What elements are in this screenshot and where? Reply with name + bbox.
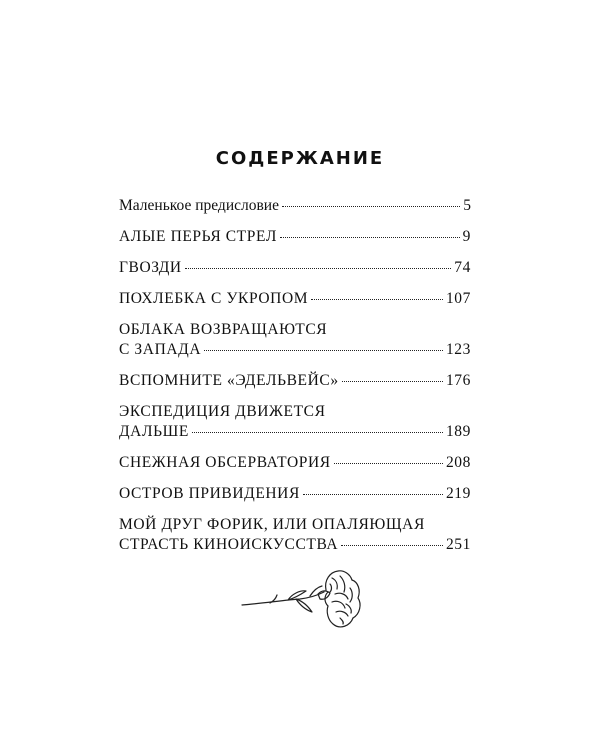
toc-entry-title: ПОХЛЕБКА С УКРОПОМ <box>119 290 309 307</box>
toc-entry-title: СТРАСТЬ КИНОИСКУССТВА <box>119 536 339 553</box>
toc-entry[interactable] <box>119 258 471 278</box>
toc-page-number: 9 <box>462 228 471 245</box>
toc-entry-title: ОСТРОВ ПРИВИДЕНИЯ <box>119 485 300 502</box>
toc-entry-line <box>119 371 471 391</box>
toc-entry[interactable] <box>119 320 471 360</box>
toc-page-number: 219 <box>445 485 471 502</box>
toc-entry[interactable] <box>119 453 471 473</box>
toc-entry-line <box>119 453 471 473</box>
toc-entry-title: СНЕЖНАЯ ОБСЕРВАТОРИЯ <box>119 454 331 471</box>
toc-entry-title: Маленькое предисловие <box>119 197 279 214</box>
toc-entry[interactable] <box>119 289 471 309</box>
toc-page-number: 176 <box>445 372 471 389</box>
dot-leader <box>192 431 443 433</box>
toc-entry-title: ВСПОМНИТЕ «ЭДЕЛЬВЕЙС» <box>119 372 339 389</box>
toc-entry-title: ОБЛАКА ВОЗВРАЩАЮТСЯ <box>119 321 328 338</box>
dot-leader <box>185 267 452 269</box>
toc-entry[interactable] <box>119 515 471 555</box>
toc-entry[interactable] <box>119 484 471 504</box>
toc-entry-line <box>119 484 471 504</box>
toc-entry-line <box>119 289 471 309</box>
toc-entry[interactable] <box>119 402 471 442</box>
carnation-flower-icon <box>240 568 365 638</box>
toc-entry[interactable] <box>119 371 471 391</box>
toc-entry-title: ЭКСПЕДИЦИЯ ДВИЖЕТСЯ <box>119 403 326 420</box>
table-of-contents <box>119 196 471 566</box>
dot-leader <box>311 298 443 300</box>
toc-entry-title: ГВОЗДИ <box>119 259 182 276</box>
toc-page-number: 208 <box>445 454 471 471</box>
toc-page-number: 251 <box>445 536 471 553</box>
toc-page-number: 74 <box>454 259 471 276</box>
toc-entry[interactable] <box>119 196 471 216</box>
dot-leader <box>341 544 443 546</box>
toc-entry-line <box>119 320 471 340</box>
dot-leader <box>334 462 443 464</box>
toc-entry-title: АЛЫЕ ПЕРЬЯ СТРЕЛ <box>119 228 277 245</box>
toc-page-number: 189 <box>445 423 471 440</box>
toc-entry-line <box>119 422 471 442</box>
toc-page-number: 107 <box>445 290 471 307</box>
toc-page-number: 5 <box>463 197 471 214</box>
dot-leader <box>303 493 443 495</box>
dot-leader <box>282 205 460 207</box>
toc-entry-line <box>119 227 471 247</box>
page-title: СОДЕРЖАНИЕ <box>215 148 385 169</box>
toc-entry-line <box>119 515 471 535</box>
toc-entry[interactable] <box>119 227 471 247</box>
toc-entry-title: МОЙ ДРУГ ФОРИК, ИЛИ ОПАЛЯЮЩАЯ <box>119 516 425 533</box>
dot-leader <box>280 236 460 238</box>
toc-page-number: 123 <box>445 341 471 358</box>
toc-entry-line <box>119 196 471 216</box>
toc-entry-line <box>119 258 471 278</box>
toc-entry-title: С ЗАПАДА <box>119 341 202 358</box>
dot-leader <box>204 349 443 351</box>
toc-entry-line <box>119 340 471 360</box>
toc-entry-title: ДАЛЬШЕ <box>119 423 189 440</box>
toc-entry-line <box>119 402 471 422</box>
toc-entry-line <box>119 535 471 555</box>
dot-leader <box>342 380 443 382</box>
